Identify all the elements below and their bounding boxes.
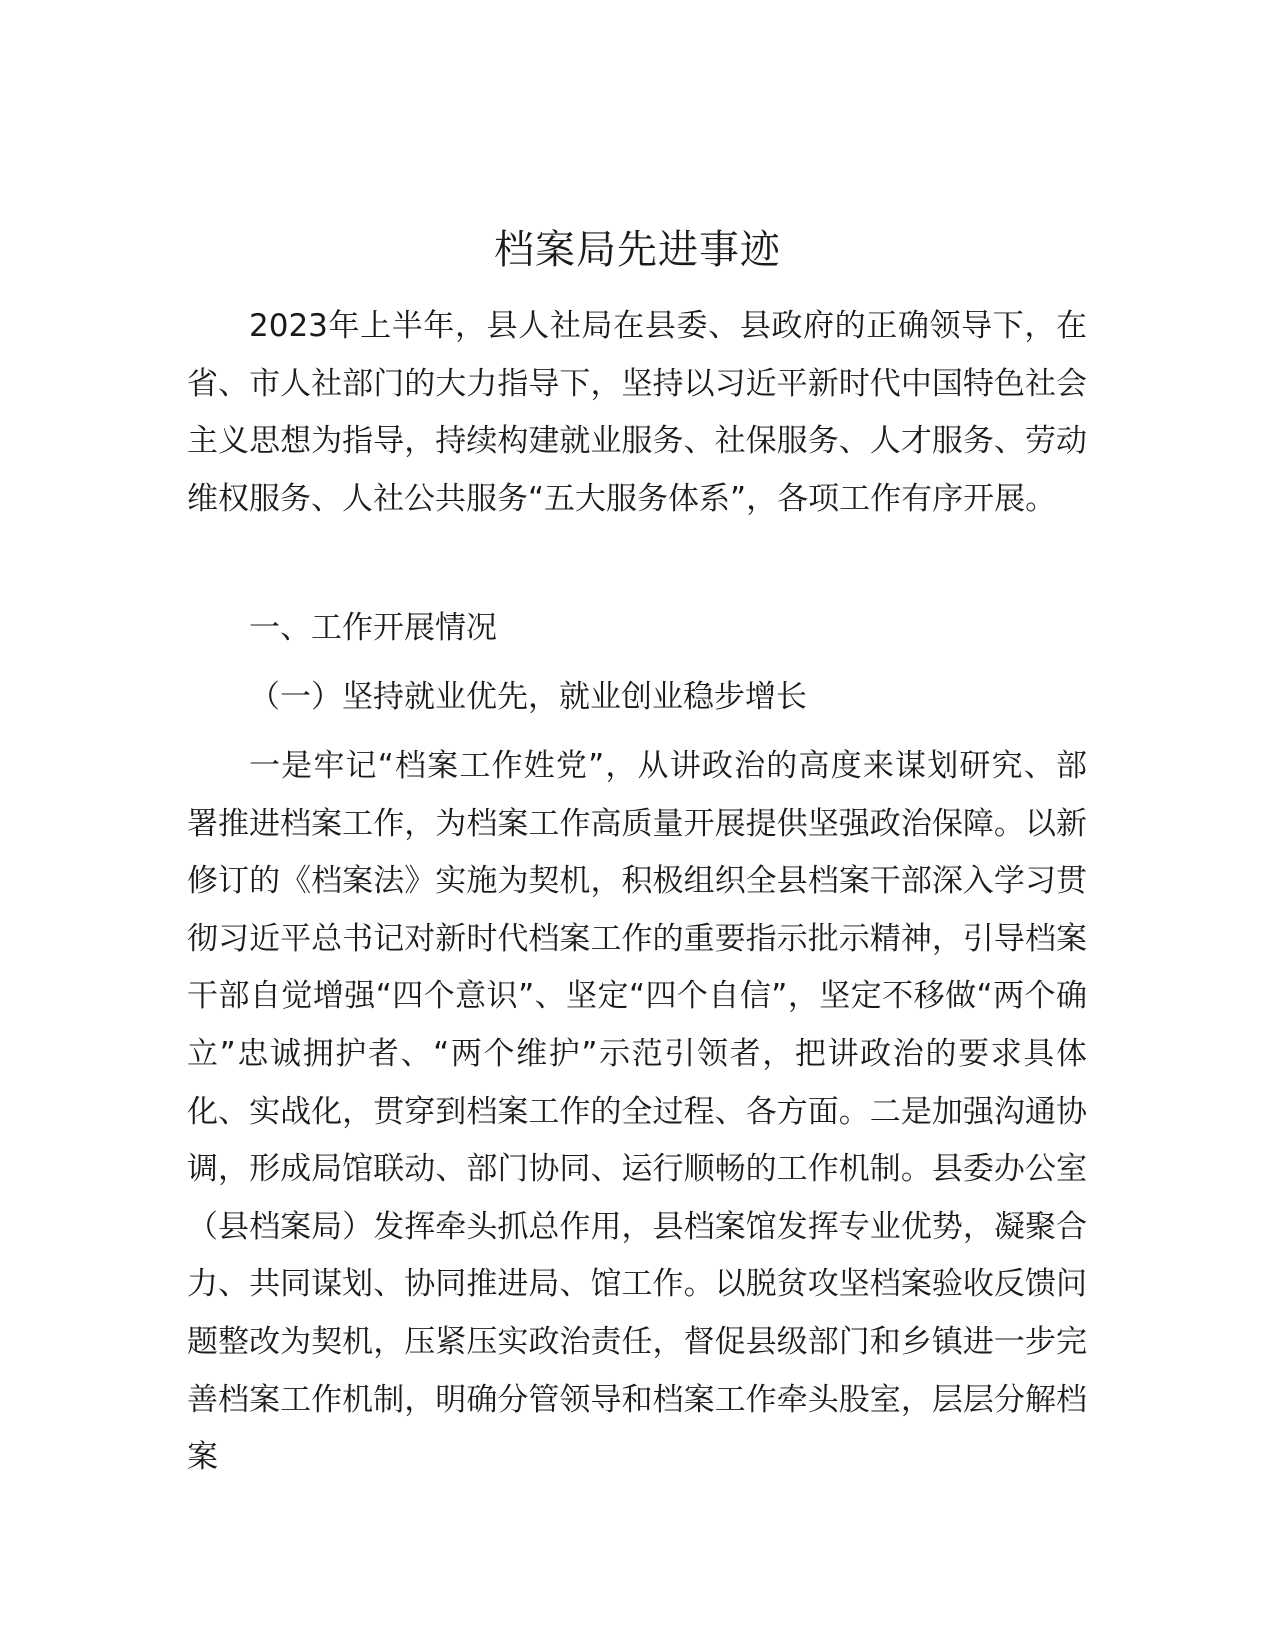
document-title: 档案局先进事迹 xyxy=(494,227,781,273)
section-heading: 一、工作开展情况 xyxy=(249,610,497,646)
intro-paragraph-block xyxy=(187,298,1087,528)
subsection-heading-block xyxy=(187,669,1087,727)
body-paragraph-block xyxy=(187,738,1087,1487)
body-paragraph: 一是牢记“档案工作姓党”，从讲政治的高度来谋划研究、部署推进档案工作，为档案工作高质量开展提供坚强政治保障。以新修订的《档案法》实施为契机，积极组织全县档案干部深入学习贯彻习近平总书记对新时代档案工作的重要指示批示精神，引导档案干部自觉增强“四个意识”、坚定“四个自信”，坚定不移做“两个确立”忠诚拥护者、“两个维护”示范引领者，把讲政治的要求具体化、实战化，贯穿到档案工作的全过程、各方面。二是加强沟通协调，形成局馆联动、部门协同、运行顺畅的工作机制。县委办公室（县档案局）发挥牵头抓总作用，县档案馆发挥专业优势，凝聚合力、共同谋划、协同推进局、馆工作。以脱贫攻坚档案验收反馈问题整改为契机，压紧压实政治责任，督促县级部门和乡镇进一步完善档案工作机制，明确分管领导和档案工作牵头股室，层层分解档案 xyxy=(187,748,1087,1476)
subsection-heading: （一）坚持就业优先，就业创业稳步增长 xyxy=(249,679,807,715)
intro-paragraph: 2023年上半年，县人社局在县委、县政府的正确领导下，在省、市人社部门的大力指导下，坚持以习近平新时代中国特色社会主义思想为指导，持续构建就业服务、社保服务、人才服务、劳动维权服务、人社公共服务“五大服务体系”，各项工作有序开展。 xyxy=(187,308,1087,517)
section-heading-block xyxy=(187,600,1087,658)
